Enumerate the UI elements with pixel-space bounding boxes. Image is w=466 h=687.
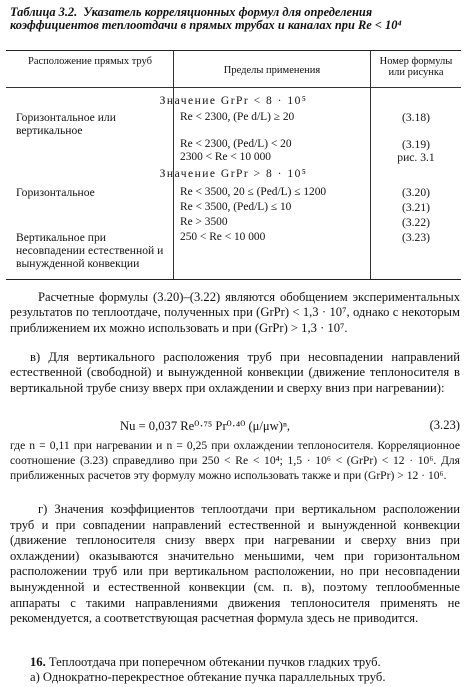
section-low-grpr: Значение GrPr < 8 · 10⁵	[159, 95, 308, 107]
section-high-grpr: Значение GrPr > 8 · 10⁵	[159, 168, 308, 180]
row1-ref-1: (3.18)	[401, 111, 430, 124]
correlation-table	[6, 50, 461, 280]
header-reference: Номер формулы или рисунка	[379, 56, 453, 78]
formula-number: (3.23)	[429, 418, 460, 432]
paragraph-formula-conditions: где n = 0,11 при нагревании и n = 0,25 при охлаждении теплоносителя. Корреляционное соотношение (3.23) справедливо при 250 < Re < 10⁴; 1,5 · 10⁶ < (GrPr) < 12 · 10⁶. Для приближенных расчетов эту формулу можно использовать также и при (GrPr) > 12 · 10⁶.	[10, 439, 460, 483]
row2-position: Горизонтальное	[16, 186, 95, 199]
row1-ref-3: рис. 3.1	[397, 151, 435, 164]
row1-ref-2: (3.19)	[401, 138, 430, 151]
row2-limit-1: Re < 3500, 20 ≤ (Ped/L) ≤ 1200	[180, 186, 327, 198]
column-divider	[173, 51, 174, 279]
paragraph-vertical-mismatch: в) Для вертикального расположения труб при несовпадении направлений естественной (свободной) и вынужденной конвекции (движение теплоносителя в вертикальной трубе снизу вверх при охлаждении и сверху вниз при нагревании):	[10, 350, 460, 395]
section-16-number: 16.	[30, 655, 46, 669]
row2-limit-3: Re > 3500	[180, 216, 228, 228]
row2-ref-1: (3.20)	[401, 186, 430, 199]
row3-position: Вертикальное при несовпадении естественной и вынужденной конвекции	[16, 231, 164, 270]
table-caption	[10, 6, 458, 32]
paragraph-vertical-coincidence: г) Значения коэффициентов теплоотдачи при вертикальном расположении труб и при совпадении направлений естественной и вынужденной конвекции (движение теплоносителя снизу вверх при нагревании и сверху вниз при охлаждении) оказываются значительно меньшими, чем при горизонтальном расположении труб или при вертикальном расположении, но при несовпадении вынужденной и естественной конвекции (см. п. в), поэтому теплообменные аппараты с такими направлениями движения теплоносителя применять не рекомендуется, а соответствующая расчетная формула здесь не приводится.	[10, 502, 460, 626]
row1-limit-2: Re < 2300, (Ped/L) < 20	[180, 138, 292, 150]
row1-position: Горизонтальное или вертикальное	[16, 111, 116, 137]
row2-limit-2: Re < 3500, (Ped/L) ≤ 10	[180, 201, 292, 213]
header-limits: Пределы применения	[223, 65, 321, 76]
paragraph-formulas-note: Расчетные формулы (3.20)–(3.22) являются обобщением экспериментальных результатов по теплоотдаче, полученных при (GrPr) < 1,3 · 10⁷, однако с некоторым приближением их можно использовать и при (GrPr) > 1,3 · 10⁷.	[10, 290, 460, 335]
row1-limit-3: 2300 < Re < 10 000	[180, 151, 271, 163]
subsection-a-heading: а) Однократно-перекрестное обтекание пучка параллельных труб.	[30, 670, 386, 684]
row3-limit-1: 250 < Re < 10 000	[180, 231, 266, 243]
header-position: Расположение прямых труб	[28, 56, 152, 67]
table-number: Таблица 3.2.	[10, 5, 78, 19]
row2-ref-3: (3.22)	[401, 216, 430, 229]
section-16-title: Теплоотдача при поперечном обтекании пучков гладких труб.	[48, 655, 381, 669]
table-title: Указатель корреляционных формул для определения коэффициентов теплоотдачи в прямых трубах и каналах при Re < 10⁴	[10, 5, 402, 32]
section-16-heading	[30, 655, 381, 670]
column-divider	[370, 51, 371, 279]
row3-ref-1: (3.23)	[401, 231, 430, 244]
row1-limit-1: Re < 2300, (Pe d/L) ≥ 20	[180, 111, 295, 123]
row2-ref-2: (3.21)	[401, 201, 430, 214]
formula-expression: Nu = 0,037 Re⁰·⁷⁵ Pr⁰·⁴⁰ (μ/μw)ⁿ,	[120, 419, 291, 433]
header-divider	[6, 87, 461, 88]
